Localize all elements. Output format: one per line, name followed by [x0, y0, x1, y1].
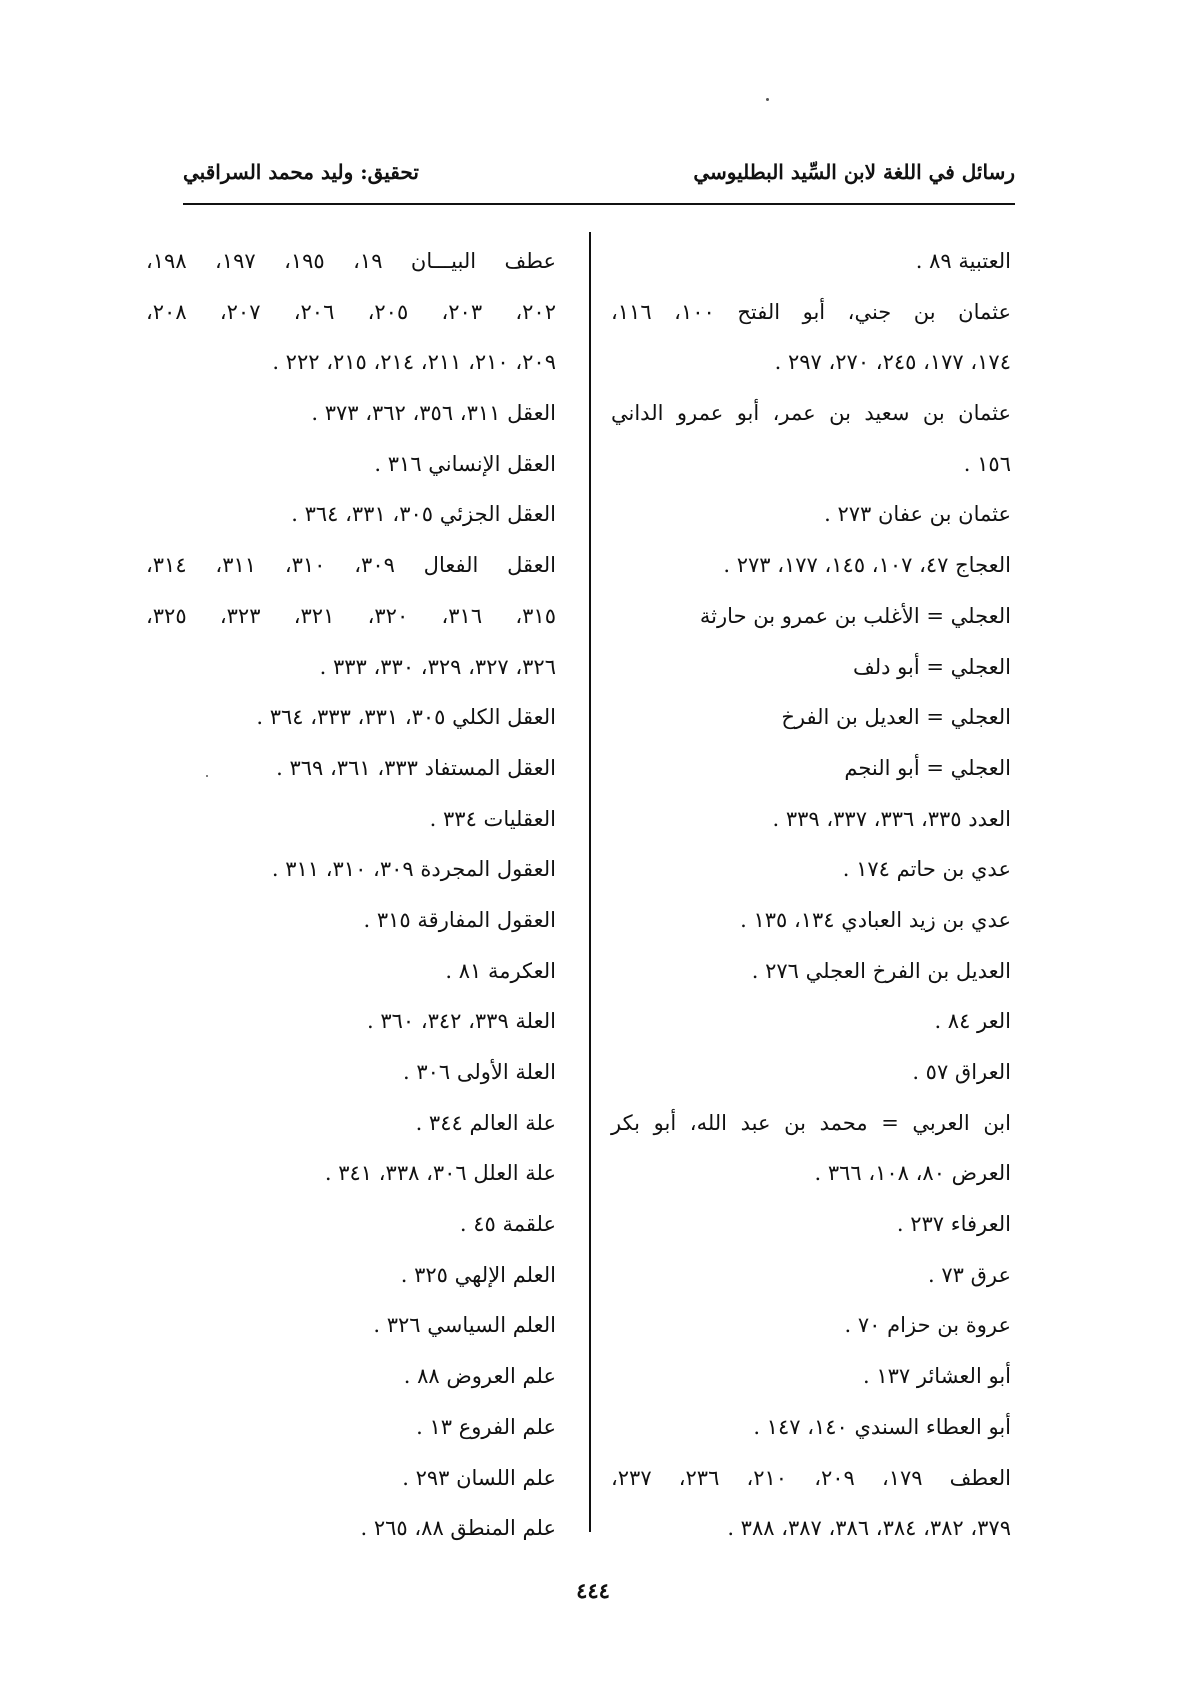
index-entry: العلم الإلهي ٣٢٥ .	[400, 1262, 556, 1287]
index-entry: أبو العطاء السندي ١٤٠، ١٤٧ .	[753, 1414, 1011, 1439]
index-entry: العر ٨٤ .	[934, 1009, 1011, 1034]
index-entry: العطف ١٧٩، ٢٠٩، ٢١٠، ٢٣٦، ٢٣٧،	[611, 1465, 1012, 1490]
index-entry: ٢٠٢، ٢٠٣، ٢٠٥، ٢٠٦، ٢٠٧، ٢٠٨،	[146, 299, 556, 324]
header-left-title: تحقيق: وليد محمد السراقبي	[183, 160, 419, 184]
index-entry: علم اللسان ٢٩٣ .	[402, 1465, 556, 1490]
index-entry: عروة بن حزام ٧٠ .	[844, 1313, 1011, 1338]
index-entry: العراق ٥٧ .	[912, 1060, 1011, 1084]
index-entry: ابن العربي = محمد بن عبد الله، أبو بكر	[611, 1110, 1011, 1135]
index-entry: علة العلل ٣٠٦، ٣٣٨، ٣٤١ .	[324, 1161, 556, 1186]
index-entry: العقول المفارقة ٣١٥ .	[363, 907, 556, 932]
index-entry: العجلي = أبو دلف	[852, 654, 1011, 679]
index-entry: عطف البيـــان ١٩، ١٩٥، ١٩٧، ١٩٨،	[146, 249, 557, 273]
index-entry: علم المنطق ٨٨، ٢٦٥ .	[360, 1516, 556, 1541]
index-entry: عدي بن زيد العبادي ١٣٤، ١٣٥ .	[740, 907, 1011, 932]
scan-speck	[766, 98, 769, 101]
index-entry: العقل الفعال ٣٠٩، ٣١٠، ٣١١، ٣١٤،	[146, 553, 557, 578]
index-entry: العجلي = الأغلب بن عمرو بن حارثة	[699, 603, 1011, 628]
index-entry: ٣٧٩، ٣٨٢، ٣٨٤، ٣٨٦، ٣٨٧، ٣٨٨ .	[727, 1516, 1011, 1541]
index-entry: علة العالم ٣٤٤ .	[415, 1110, 556, 1135]
index-entry: العلة ٣٣٩، ٣٤٢، ٣٦٠ .	[366, 1009, 556, 1034]
header-right-title: رسائل في اللغة لابن السِّيد البطليوسي	[693, 160, 1015, 184]
index-entry: العقول المجردة ٣٠٩، ٣١٠، ٣١١ .	[271, 857, 556, 882]
running-header	[183, 160, 1015, 200]
index-entry: العديل بن الفرخ العجلي ٢٧٦ .	[751, 958, 1011, 983]
index-column-left	[146, 236, 556, 1554]
page-number: ٤٤٤	[576, 1578, 610, 1603]
index-entry: العقل الإنساني ٣١٦ .	[374, 451, 556, 476]
index-entry: عثمان بن جني، أبو الفتح ١٠٠، ١١٦،	[611, 299, 1011, 324]
index-entry: علم العروض ٨٨ .	[403, 1364, 556, 1389]
index-entry: العقل الجزئي ٣٠٥، ٣٣١، ٣٦٤ .	[291, 502, 556, 527]
header-rule	[183, 203, 1015, 205]
index-entry: العقل الكلي ٣٠٥، ٣٣١، ٣٣٣، ٣٦٤ .	[256, 705, 556, 730]
index-entry: عثمان بن سعيد بن عمر، أبو عمرو الداني	[611, 401, 1011, 426]
index-entry: العقل المستفاد ٣٣٣، ٣٦١، ٣٦٩ .	[276, 755, 556, 780]
index-entry: عرق ٧٣ .	[927, 1262, 1011, 1287]
scan-speck	[206, 775, 208, 777]
index-entry: العجاج ٤٧، ١٠٧، ١٤٥، ١٧٧، ٢٧٣ .	[723, 553, 1011, 578]
index-entry: عدي بن حاتم ١٧٤ .	[842, 857, 1011, 882]
index-entry: ٣١٥، ٣١٦، ٣٢٠، ٣٢١، ٣٢٣، ٣٢٥،	[146, 603, 556, 628]
index-entry: علقمة ٤٥ .	[459, 1212, 556, 1237]
index-entry: العلة الأولى ٣٠٦ .	[403, 1060, 556, 1084]
index-entry: عثمان بن عفان ٢٧٣ .	[824, 502, 1011, 527]
column-divider	[589, 232, 591, 1532]
index-entry: العدد ٣٣٥، ٣٣٦، ٣٣٧، ٣٣٩ .	[772, 806, 1011, 831]
index-entry: العقل ٣١١، ٣٥٦، ٣٦٢، ٣٧٣ .	[311, 401, 556, 426]
index-entry: علم الفروع ١٣ .	[416, 1414, 556, 1439]
index-entry: ٢٠٩، ٢١٠، ٢١١، ٢١٤، ٢١٥، ٢٢٢ .	[272, 350, 556, 375]
index-entry: أبو العشائر ١٣٧ .	[862, 1364, 1011, 1389]
index-entry: العجلي = العديل بن الفرخ	[781, 705, 1011, 730]
index-entry: العكرمة ٨١ .	[445, 958, 556, 983]
index-entry: العرض ٨٠، ١٠٨، ٣٦٦ .	[814, 1161, 1011, 1186]
index-entry: ٣٢٦، ٣٢٧، ٣٢٩، ٣٣٠، ٣٣٣ .	[319, 654, 556, 679]
index-entry: العتبية ٨٩ .	[915, 249, 1011, 273]
index-entry: ١٧٤، ١٧٧، ٢٤٥، ٢٧٠، ٢٩٧ .	[774, 350, 1011, 375]
index-entry: العلم السياسي ٣٢٦ .	[373, 1313, 556, 1338]
index-entry: العرفاء ٢٣٧ .	[896, 1212, 1011, 1237]
index-column-right	[611, 236, 1011, 1554]
index-entry: ١٥٦ .	[963, 451, 1011, 476]
index-entry: العجلي = أبو النجم	[844, 755, 1011, 780]
index-entry: العقليات ٣٣٤ .	[429, 806, 556, 831]
